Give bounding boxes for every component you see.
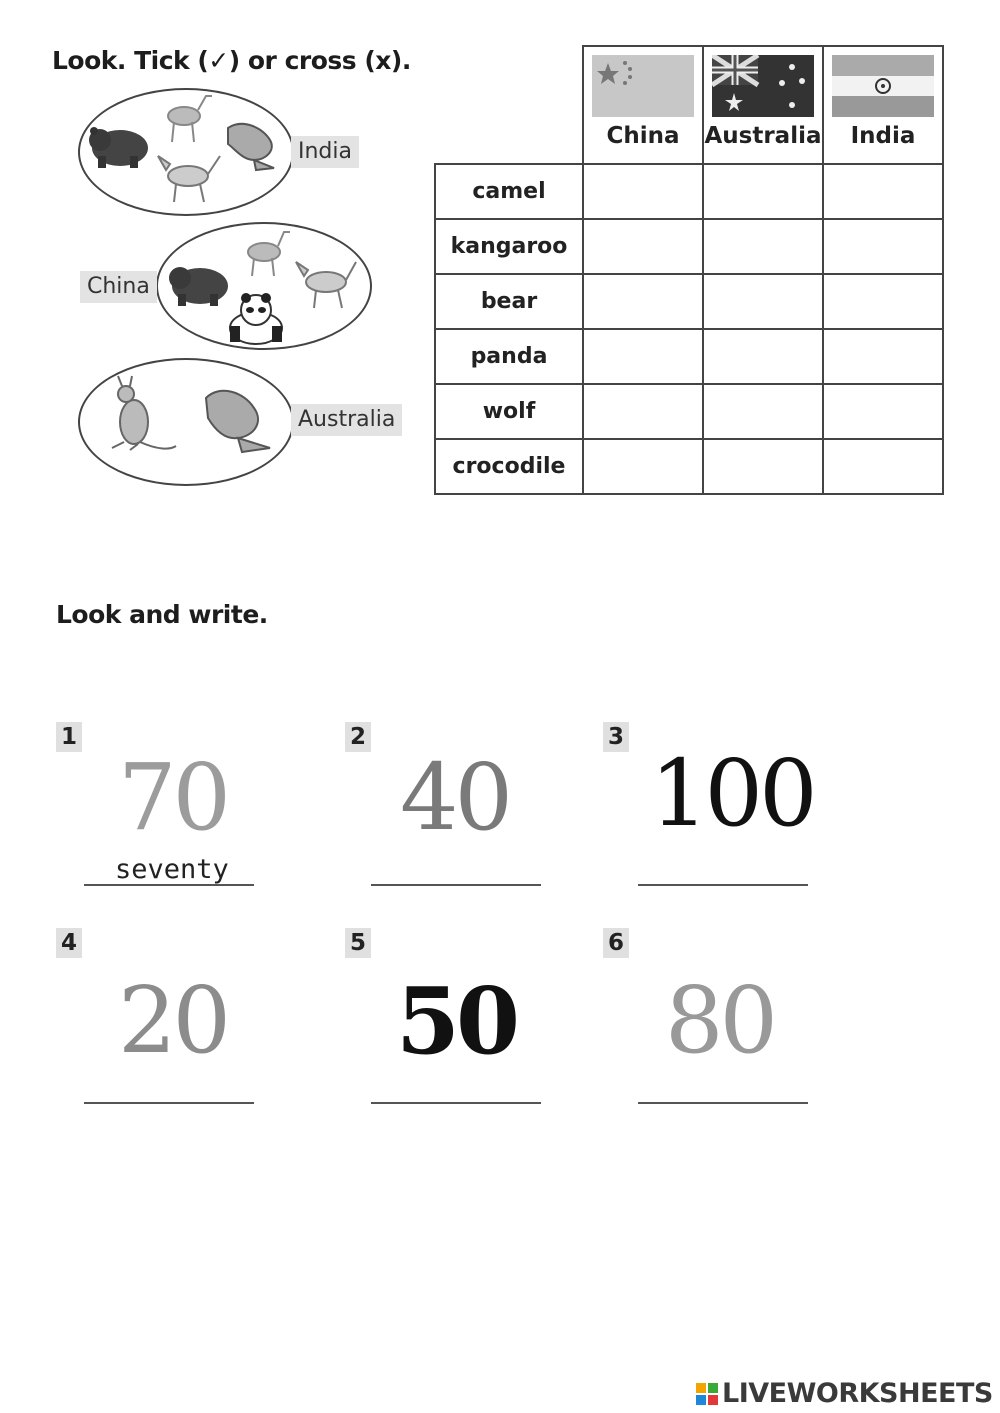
- australia-animals-illustration: [78, 358, 293, 484]
- answer-cell-panda-australia[interactable]: [703, 329, 823, 384]
- exercise1-instruction: Look. Tick (✓) or cross (x).: [52, 46, 411, 75]
- logo-text: LIVEWORKSHEETS: [722, 1378, 993, 1409]
- answer-cell-bear-australia[interactable]: [703, 274, 823, 329]
- label-india: India: [291, 136, 359, 168]
- answer-line-4[interactable]: [84, 1102, 254, 1104]
- column-header-australia: [703, 46, 823, 164]
- answer-line-1[interactable]: [84, 884, 254, 886]
- item-number-3: 3: [603, 722, 629, 752]
- answer-line-2[interactable]: [371, 884, 541, 886]
- number-figure-2: 40: [400, 744, 510, 851]
- answer-cell-panda-india[interactable]: [823, 329, 943, 384]
- item-number-5: 5: [345, 928, 371, 958]
- row-label-camel: camel: [435, 164, 583, 219]
- item-number-4: 4: [56, 928, 82, 958]
- bear-icon: [89, 127, 148, 168]
- exercise2-instruction: Look and write.: [56, 600, 268, 629]
- answer-cell-wolf-india[interactable]: [823, 384, 943, 439]
- answer-cell-bear-india[interactable]: [823, 274, 943, 329]
- number-figure-4: 20: [118, 967, 228, 1074]
- number-figure-5: 50: [396, 967, 517, 1075]
- item-number-2: 2: [345, 722, 371, 752]
- logo-mark-icon: [696, 1383, 718, 1405]
- number-figure-3: 100: [650, 740, 814, 847]
- answer-cell-crocodile-india[interactable]: [823, 439, 943, 494]
- label-australia: Australia: [291, 404, 402, 436]
- row-label-bear: bear: [435, 274, 583, 329]
- row-label-panda: panda: [435, 329, 583, 384]
- column-label-china: China: [606, 123, 680, 149]
- number-figure-1: 70: [118, 744, 228, 851]
- column-header-china: [583, 46, 703, 164]
- answer-cell-camel-india[interactable]: [823, 164, 943, 219]
- label-china: China: [80, 271, 157, 303]
- table-row: [435, 439, 943, 494]
- india-flag-icon: [832, 55, 934, 117]
- column-label-india: India: [850, 123, 916, 149]
- table-row: [435, 274, 943, 329]
- row-label-crocodile: crocodile: [435, 439, 583, 494]
- answer-cell-bear-china[interactable]: [583, 274, 703, 329]
- answer-cell-camel-china[interactable]: [583, 164, 703, 219]
- answer-cell-crocodile-china[interactable]: [583, 439, 703, 494]
- number-figure-6: 80: [665, 967, 775, 1074]
- table-corner: [435, 46, 583, 164]
- answer-cell-kangaroo-china[interactable]: [583, 219, 703, 274]
- answer-cell-kangaroo-australia[interactable]: [703, 219, 823, 274]
- crocodile-icon: [206, 391, 270, 452]
- china-flag-icon: [592, 55, 694, 117]
- answer-text-1: seventy: [115, 854, 229, 885]
- table-row: [435, 329, 943, 384]
- crocodile-icon: [228, 124, 274, 170]
- india-animals-illustration: [78, 88, 293, 214]
- answer-cell-kangaroo-india[interactable]: [823, 219, 943, 274]
- table-row: [435, 164, 943, 219]
- row-label-wolf: wolf: [435, 384, 583, 439]
- camel-icon: [248, 232, 290, 276]
- bear-icon: [169, 267, 228, 306]
- answer-cell-crocodile-australia[interactable]: [703, 439, 823, 494]
- china-animals-illustration: [156, 222, 371, 348]
- wolf-icon: [158, 156, 220, 202]
- column-header-india: [823, 46, 943, 164]
- answer-line-6[interactable]: [638, 1102, 808, 1104]
- answer-cell-wolf-australia[interactable]: [703, 384, 823, 439]
- table-row: [435, 219, 943, 274]
- answer-line-3[interactable]: [638, 884, 808, 886]
- answer-cell-wolf-china[interactable]: [583, 384, 703, 439]
- table-row: [435, 384, 943, 439]
- answer-cell-camel-australia[interactable]: [703, 164, 823, 219]
- answer-cell-panda-china[interactable]: [583, 329, 703, 384]
- liveworksheets-logo: [696, 1378, 993, 1409]
- australia-flag-icon: [712, 55, 814, 117]
- item-number-1: 1: [56, 722, 82, 752]
- panda-icon: [230, 293, 282, 344]
- kangaroo-icon: [112, 376, 176, 450]
- answer-line-5[interactable]: [371, 1102, 541, 1104]
- row-label-kangaroo: kangaroo: [435, 219, 583, 274]
- item-number-6: 6: [603, 928, 629, 958]
- tick-cross-table: [434, 45, 944, 495]
- column-label-australia: Australia: [704, 123, 822, 149]
- wolf-icon: [296, 262, 356, 308]
- camel-icon: [168, 96, 212, 142]
